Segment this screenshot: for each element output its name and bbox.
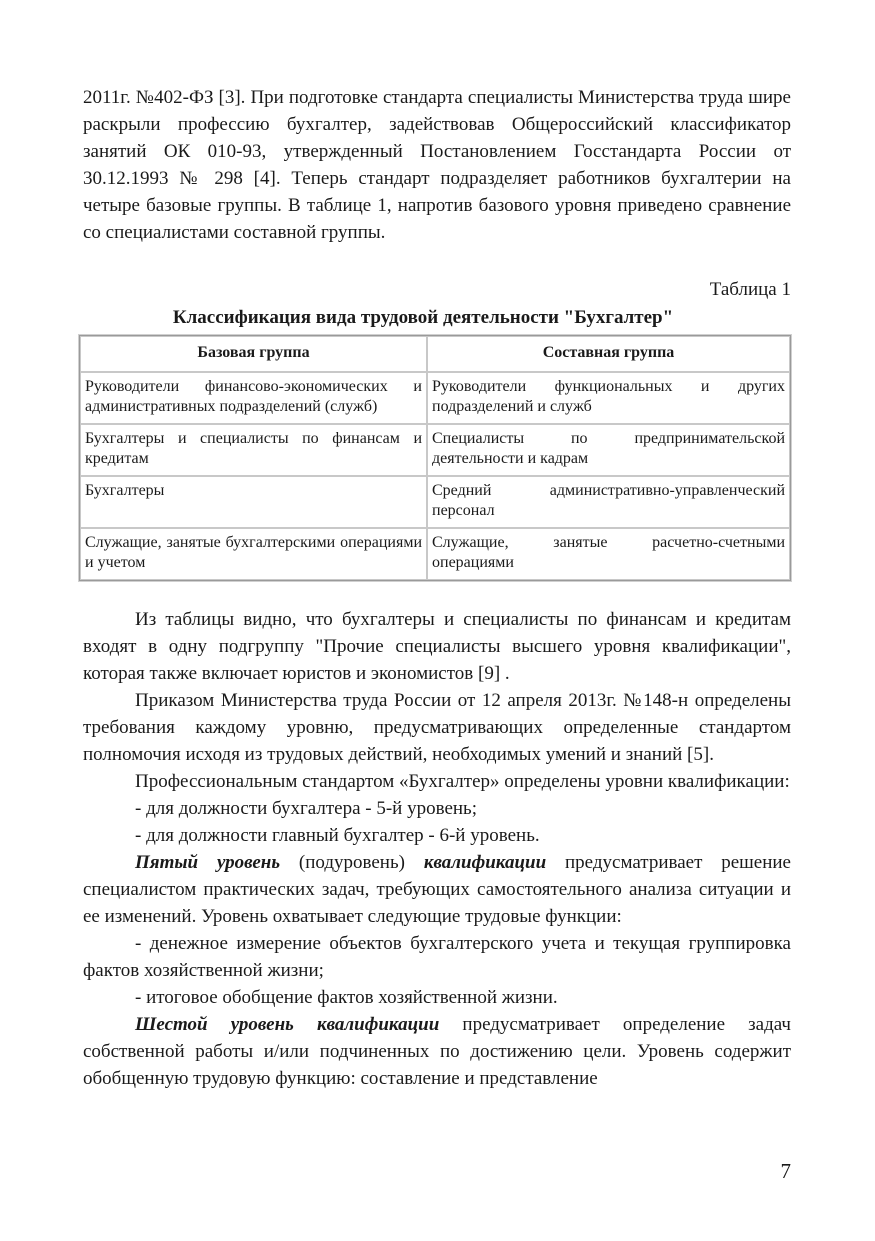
table-title: Классификация вида трудовой деятельности "Бухгалтер" [172,307,674,328]
list-item: - для должности бухгалтера - 5-й уровень; [135,798,477,819]
table-cell: Служащие, занятые расчетно-счетными операциями [427,528,790,580]
sixth-level-text: предусматривает определение задач собственной работы и/или подчиненных по достижению цели. Уровень содержит обобщенную трудовую функцию: составление и представление [83,1014,791,1089]
table-cell: Руководители финансово-экономических и административных подразделений (служб) [80,372,427,424]
classification-table [79,335,791,581]
table-note-paragraph: Из таблицы видно, что бухгалтеры и специалисты по финансам и кредитам входят в одну подгруппу "Прочие специалисты высшего уровня квалификации", которая также включает юристов и экономистов [9] . [83,609,791,684]
fifth-level-emphasis: Пятый уровень [135,852,281,873]
list-item: - денежное измерение объектов бухгалтерского учета и текущая группировка фактов хозяйственной жизни; [83,933,791,981]
list-item: - итоговое обобщение фактов хозяйственной жизни. [135,987,558,1008]
table-cell: Бухгалтеры [80,476,427,528]
table-row [80,476,790,528]
document-page [83,84,791,1092]
qualification-emphasis: квалификации [423,852,547,873]
body-text [83,606,791,1092]
order-paragraph: Приказом Министерства труда России от 12 апреля 2013г. №148-н определены требования каждому уровню, предусматривающих определенные стандартом полномочия исходя из трудовых действий, необходимых умений и знаний [5]. [83,690,791,765]
table-cell: Средний административно-управленческий персонал [427,476,790,528]
page-number: 7 [780,1159,791,1183]
table-cell: Специалисты по предпринимательской деятельности и кадрам [427,424,790,476]
table-row [80,528,790,580]
table-header-composite-group: Составная группа [427,336,790,372]
table-row [80,424,790,476]
fifth-level-paragraph [83,849,791,930]
table-cell: Руководители функциональных и других подразделений и служб [427,372,790,424]
table-header-base-group: Базовая группа [80,336,427,372]
table-row [80,372,790,424]
fifth-level-text: предусматривает решение специалистом практических задач, требующих самостоятельного анализа ситуации и ее изменений. Уровень охватывает следующие трудовые функции: [83,852,791,927]
list-item: - для должности главный бухгалтер - 6-й уровень. [135,825,540,846]
fifth-level-text: (подуровень) [280,852,424,873]
table-header-row [80,336,790,372]
sixth-level-paragraph [83,1011,791,1092]
standard-paragraph: Профессиональным стандартом «Бухгалтер» определены уровни квалификации: [135,771,790,792]
table-cell: Бухгалтеры и специалисты по финансам и кредитам [80,424,427,476]
sixth-level-emphasis: Шестой уровень квалификации [135,1014,440,1035]
table-cell: Служащие, занятые бухгалтерскими операциями и учетом [80,528,427,580]
intro-paragraph: 2011г. №402-ФЗ [3]. При подготовке стандарта специалисты Министерства труда шире раскрыли профессию бухгалтер, задействовав Общероссийский классификатор занятий ОК 010-93, утвержденный Постановлением Госстандарта России от 30.12.1993 № 298 [4]. Теперь стандарт подразделяет работников бухгалтерии на четыре базовые группы. В таблице 1, напротив базового уровня приведено сравнение со специалистами составной группы. [83,87,791,243]
table-label: Таблица 1 [709,279,791,300]
